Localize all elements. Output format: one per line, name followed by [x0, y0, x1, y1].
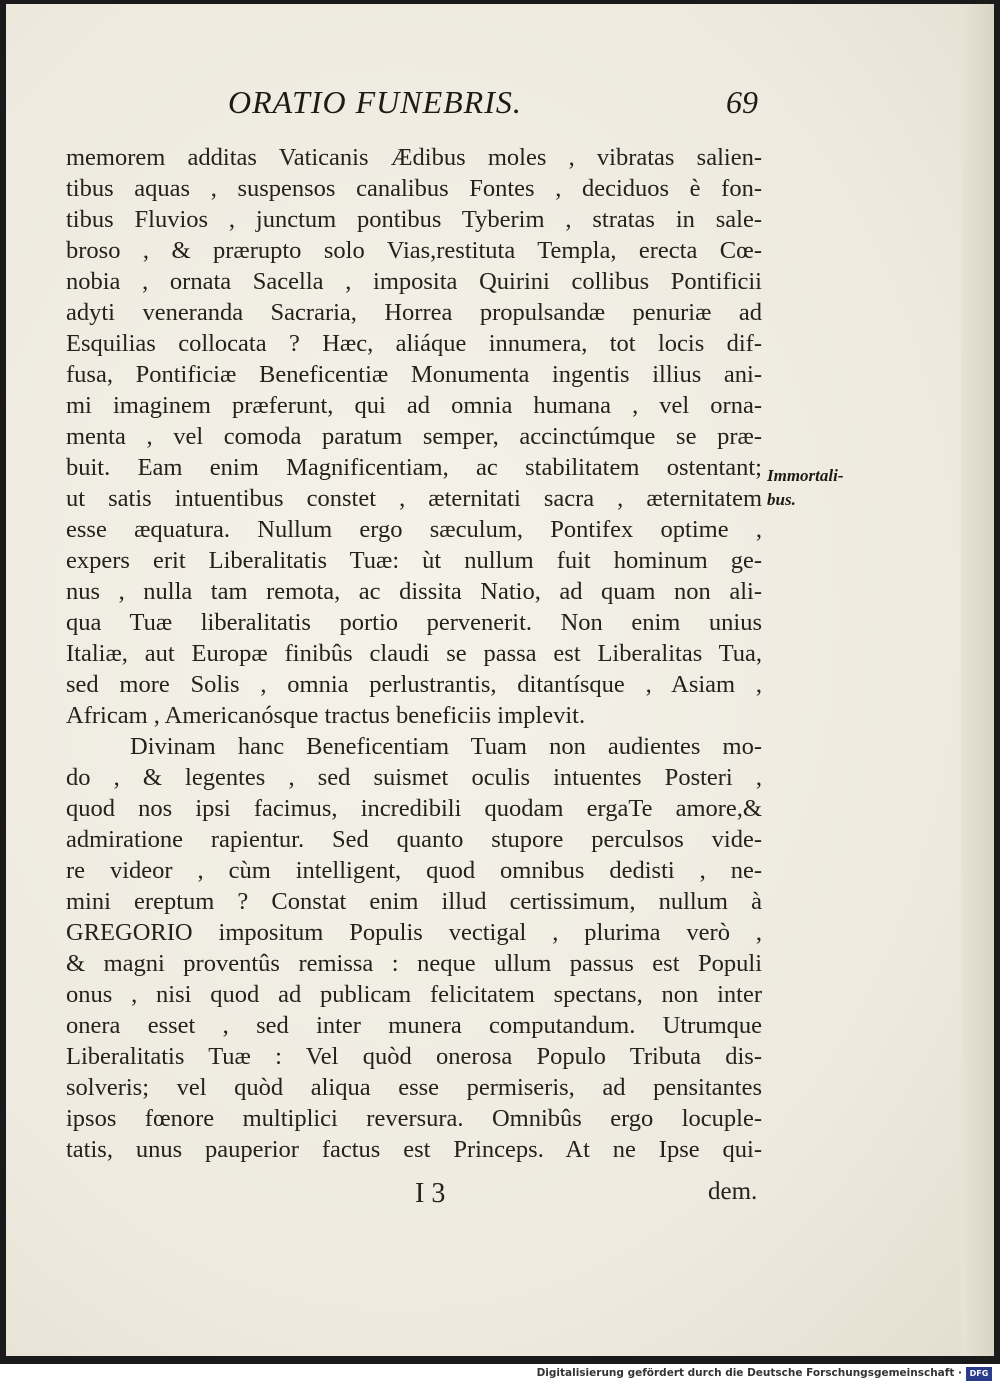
- text-line: Divinam hanc Beneficentiam Tuam non audientes mo-: [130, 733, 762, 760]
- text-line: Liberalitatis Tuæ : Vel quòd onerosa Populo Tributa dis-: [66, 1043, 762, 1070]
- page-number: 69: [726, 84, 758, 120]
- marginal-note-line: Immortali-: [767, 466, 844, 485]
- text-line: Africam , Americanósque tractus beneficiis implevit.: [66, 702, 586, 729]
- catchword: dem.: [708, 1178, 758, 1205]
- marginal-note: [767, 464, 844, 512]
- text-line: re videor , cùm intelligent, quod omnibus dedisti , ne-: [66, 857, 762, 884]
- text-line: sed more Solis , omnia perlustrantis, ditantísque , Asiam ,: [66, 671, 762, 698]
- text-line: onus , nisi quod ad publicam felicitatem spectans, non inter: [66, 981, 762, 1008]
- text-line: ipsos fœnore multiplici reversura. Omnibûs ergo locuple-: [66, 1105, 762, 1132]
- text-line: tatis, unus pauperior factus est Princeps. At ne Ipse qui-: [66, 1136, 762, 1163]
- text-line: & magni proventûs remissa : neque ullum passus est Populi: [66, 950, 762, 977]
- text-line: nobia , ornata Sacella , imposita Quirini collibus Pontificii: [66, 268, 762, 295]
- text-line: mini ereptum ? Constat enim illud certissimum, nullum à: [66, 888, 762, 915]
- text-line: memorem additas Vaticanis Ædibus moles , vibratas salien-: [66, 144, 762, 171]
- text-line: expers erit Liberalitatis Tuæ: ùt nullum fuit hominum ge-: [66, 547, 762, 574]
- text-line: broso , & prærupto solo Vias,restituta Templa, erecta Cœ-: [66, 237, 762, 264]
- footer-credit: Digitalisierung gefördert durch die Deutsche Forschungsgemeinschaft ·: [536, 1367, 962, 1379]
- text-line: fusa, Pontificiæ Beneficentiæ Monumenta ingentis illius ani-: [66, 361, 762, 388]
- text-line: solveris; vel quòd aliqua esse permiseris, ad pensitantes: [66, 1074, 762, 1101]
- text-line: nus , nulla tam remota, ac dissita Natio, ad quam non ali-: [66, 578, 762, 605]
- text-line: mi imaginem præferunt, qui ad omnia humana , vel orna-: [66, 392, 762, 419]
- text-line: do , & legentes , sed suismet oculis intuentes Posteri ,: [66, 764, 762, 791]
- text-line: adyti veneranda Sacraria, Horrea propulsandæ penuriæ ad: [66, 299, 762, 326]
- text-line: onera esset , sed inter munera computandum. Utrumque: [66, 1012, 762, 1039]
- body-text: [66, 142, 762, 1165]
- text-line: admiratione rapientur. Sed quanto stupore perculsos vide-: [66, 826, 762, 853]
- text-line: tibus Fluvios , junctum pontibus Tyberim , stratas in sale-: [66, 206, 762, 233]
- text-line: esse æquatura. Nullum ergo sæculum, Pontifex optime ,: [66, 516, 762, 543]
- text-line: buit. Eam enim Magnificentiam, ac stabilitatem ostentant;: [66, 454, 762, 481]
- text-line: Italiæ, aut Europæ finibûs claudi se passa est Liberalitas Tua,: [66, 640, 762, 667]
- text-line: ut satis intuentibus constet , æternitati sacra , æternitatem: [66, 485, 762, 512]
- text-line: Esquilias collocata ? Hæc, aliáque innumera, tot locis dif-: [66, 330, 762, 357]
- text-line: quod nos ipsi facimus, incredibili quodam ergaTe amore,&: [66, 795, 762, 822]
- page-gutter: [961, 4, 994, 1356]
- dfg-logo-icon: DFG: [966, 1367, 992, 1381]
- text-line: menta , vel comoda paratum semper, accinctúmque se præ-: [66, 423, 762, 450]
- running-head: ORATIO FUNEBRIS.: [228, 84, 522, 120]
- text-line: GREGORIO impositum Populis vectigal , plurima verò ,: [66, 919, 762, 946]
- footer-bar: [0, 1364, 1000, 1386]
- signature-mark: I 3: [415, 1178, 446, 1209]
- text-line: qua Tuæ liberalitatis portio pervenerit. Non enim unius: [66, 609, 762, 636]
- text-line: tibus aquas , suspensos canalibus Fontes , deciduos è fon-: [66, 175, 762, 202]
- marginal-note-line: bus.: [767, 490, 796, 509]
